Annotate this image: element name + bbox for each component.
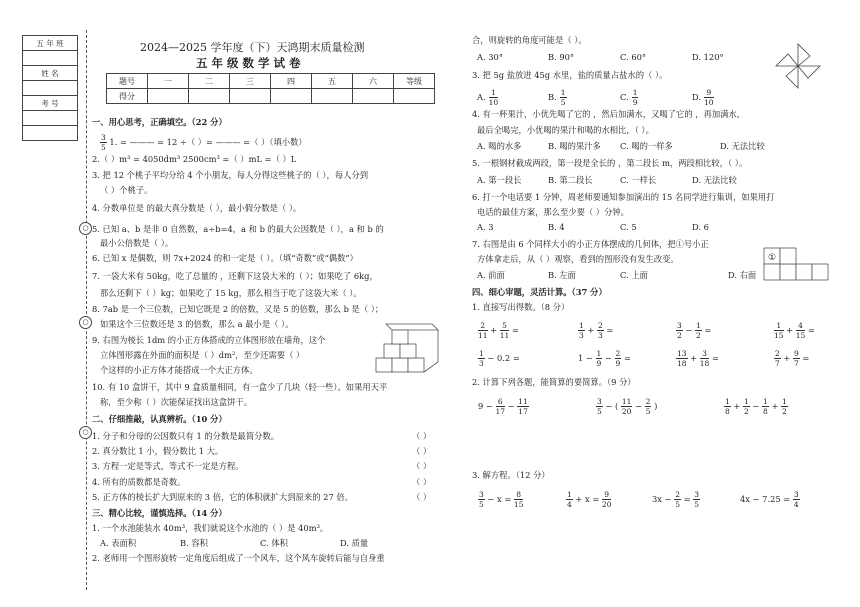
name-label: 姓 名 bbox=[23, 66, 78, 81]
question-fill-9b: 立体图形露在外面的面积是（ ）dm²，至少还需要（ ） bbox=[100, 350, 305, 360]
answer-blank[interactable]: （ ） bbox=[412, 477, 432, 487]
choice-option[interactable]: D. $\frac{9}{10}$ bbox=[692, 88, 714, 107]
oral-calc: $\frac{1}{3}$ − 0.2 = bbox=[479, 349, 520, 368]
judge-4: 4. 所有的质数都是奇数。 bbox=[92, 477, 186, 487]
choice-2b: 合，则旋转的角度可能是（ ）。 bbox=[472, 35, 587, 45]
choice-option[interactable]: B. $\frac{1}{5}$ bbox=[548, 88, 566, 107]
section-3-heading: 三、精心比较，谨慎选择。（14 分） bbox=[92, 508, 227, 518]
class-label: 五 年 班 bbox=[23, 36, 78, 51]
score-cell[interactable] bbox=[353, 89, 394, 104]
choice-option[interactable]: A. 3 bbox=[477, 222, 494, 232]
oral-calc: $\frac{13}{18}$ + $\frac{3}{18}$ = bbox=[677, 349, 719, 368]
choice-3: 3. 把 5g 盐放进 45g 水里，盐的质量占盐水的（ ）。 bbox=[472, 70, 668, 80]
question-fill-3b: （ ）个桃子。 bbox=[100, 185, 153, 195]
answer-blank[interactable]: （ ） bbox=[412, 492, 432, 502]
six-cubes-figure bbox=[760, 238, 832, 282]
choice-option[interactable]: B. 90° bbox=[548, 52, 575, 62]
cube-number-label: ① bbox=[768, 253, 777, 263]
equation: $\frac{3}{5}$ − x = $\frac{8}{15}$ bbox=[479, 490, 524, 509]
exam-title: 2024—2025 学年度（下）天鸿期末质量检测 bbox=[140, 41, 365, 54]
choice-7b: 方体拿走后，从（ ）观察，看到的图形没有发生改变。 bbox=[477, 254, 679, 264]
answer-blank[interactable]: （ ） bbox=[412, 446, 432, 456]
choice-option[interactable]: B. 第二段长 bbox=[548, 175, 593, 185]
question-fill-9c: 个这样的小正方体才能搭成一个大正方体。 bbox=[100, 365, 258, 375]
question-text: 1. = ——— = 12 ÷（ ）= ——— =（ ）（填小数） bbox=[109, 137, 307, 147]
choice-option[interactable]: B. 容积 bbox=[180, 538, 208, 548]
equation: 3x − $\frac{2}{5}$ = $\frac{3}{5}$ bbox=[652, 490, 699, 509]
question-fill-8a: 8. 7ab 是一个三位数，已知它既是 2 的倍数，又是 5 的倍数，那么 b 是（ ）； bbox=[92, 304, 384, 314]
choice-7a: 7. 右图是由 6 个同样大小的小正方体摆成的几何体，把①号小正 bbox=[472, 239, 709, 249]
judge-3: 3. 方程一定是等式，等式不一定是方程。 bbox=[92, 461, 244, 471]
score-header-cell: 六 bbox=[353, 74, 394, 89]
simplify-calc: $\frac{3}{5}$ − ( $\frac{11}{20}$ − $\frac{2}{5}$ ) bbox=[597, 397, 658, 416]
answer-blank[interactable]: （ ） bbox=[412, 431, 432, 441]
score-header-cell: 等级 bbox=[394, 74, 435, 89]
choice-4b: 最后全喝完，小优喝的果汁和喝的水相比，（ ）。 bbox=[477, 125, 654, 135]
fraction: $\frac{3}{5}$ bbox=[101, 133, 106, 152]
score-header-cell: 四 bbox=[271, 74, 312, 89]
section-4-heading: 四、细心审题，灵活计算。（37 分） bbox=[472, 287, 607, 297]
question-fill-6: 6. 已知 x 是偶数，则 7x+2024 的和一定是（ ）。（填“奇数”或“偶数”） bbox=[92, 253, 358, 263]
name-field[interactable] bbox=[23, 81, 78, 96]
section-2-heading: 二、仔细推敲，认真辨析。（10 分） bbox=[92, 414, 227, 424]
student-info-box bbox=[22, 35, 78, 141]
part-2-heading: 2. 计算下列各题，能简算的要简算。（9 分） bbox=[472, 377, 636, 387]
exam-number-field-2[interactable] bbox=[23, 126, 78, 141]
choice-5: 5. 一根钢材截成两段，第一段是全长的 ，第二段长 m，两段相比较，（ ）。 bbox=[472, 158, 748, 168]
binding-hole: ○ bbox=[79, 426, 92, 439]
exam-number-label: 考 号 bbox=[23, 96, 78, 111]
choice-option[interactable]: D. 右面 bbox=[728, 270, 757, 280]
question-fill-5a: 5. 已知 a、b 是非 0 自然数，a÷b=4，a 和 b 的最大公因数是（ ），a 和 b 的 bbox=[92, 224, 384, 234]
score-cell[interactable] bbox=[271, 89, 312, 104]
choice-option[interactable]: A. 30° bbox=[477, 52, 503, 62]
choice-option[interactable]: C. 喝的一样多 bbox=[620, 141, 673, 151]
oral-calc: $\frac{3}{2}$ − $\frac{1}{2}$ = bbox=[677, 321, 712, 340]
question-fill-5b: 最小公倍数是（ ）。 bbox=[100, 238, 174, 248]
choice-6a: 6. 打一个电话要 1 分钟，周老师要通知参加演出的 15 名同学进行集训，如果用打 bbox=[472, 192, 775, 202]
question-fill-8b: 如果这个三位数还是 3 的倍数，那么 a 最小是（ ）。 bbox=[100, 319, 294, 329]
question-fill-4: 4. 分数单位是 的最大真分数是（ ），最小假分数是（ ）。 bbox=[92, 203, 302, 213]
equation: $\frac{1}{4}$ + x = $\frac{9}{20}$ bbox=[567, 490, 612, 509]
choice-option[interactable]: D. 120° bbox=[692, 52, 724, 62]
oral-calc: $\frac{2}{7}$ + $\frac{9}{7}$ = bbox=[775, 349, 810, 368]
judge-1: 1. 分子和分母的公因数只有 1 的分数是最简分数。 bbox=[92, 431, 280, 441]
score-header-cell: 二 bbox=[189, 74, 230, 89]
windmill-figure bbox=[772, 40, 824, 92]
binding-hole: ○ bbox=[79, 222, 92, 235]
question-fill-3a: 3. 把 12 个桃子平均分给 4 个小朋友，每人分得这些桃子的（ ），每人分到 bbox=[92, 170, 369, 180]
score-cell[interactable] bbox=[394, 89, 435, 104]
score-header-cell: 五 bbox=[312, 74, 353, 89]
choice-option[interactable]: C. 60° bbox=[620, 52, 647, 62]
choice-1: 1. 一个水池能装水 40m³，我们就说这个水池的（ ）是 40m³。 bbox=[92, 523, 329, 533]
score-row-label: 得分 bbox=[107, 89, 148, 104]
score-header-cell: 一 bbox=[148, 74, 189, 89]
oral-calc: $\frac{1}{15}$ + $\frac{4}{15}$ = bbox=[774, 321, 815, 340]
oral-calc: $\frac{1}{3}$ + $\frac{2}{3}$ = bbox=[579, 321, 614, 340]
choice-option[interactable]: C. 5 bbox=[620, 222, 637, 232]
choice-option[interactable]: D. 6 bbox=[692, 222, 709, 232]
question-fill-2: 2.（ ）m³ = 4050dm³ 2500cm³ =（ ）mL =（ ）L bbox=[92, 154, 297, 164]
choice-option[interactable]: A. $\frac{1}{10}$ bbox=[477, 88, 499, 107]
binding-line bbox=[86, 30, 87, 590]
choice-2: 2. 老师用一个图形旋转一定角度后组成了一个风车，这个风车旋转后能与自身重 bbox=[92, 553, 385, 563]
choice-option[interactable]: B. 4 bbox=[548, 222, 565, 232]
question-fill-10b: 称，至少称（ ）次能保证找出这盒饼干。 bbox=[100, 397, 252, 407]
choice-option[interactable]: D. 无法比较 bbox=[720, 141, 765, 151]
choice-option[interactable]: A. 第一段长 bbox=[477, 175, 522, 185]
question-fill-7a: 7. 一袋大米有 50kg，吃了总量的 ，还剩下这袋大米的（ ）；如果吃了 6kg， bbox=[92, 271, 378, 281]
score-header-cell: 三 bbox=[230, 74, 271, 89]
class-field[interactable] bbox=[23, 51, 78, 66]
answer-blank[interactable]: （ ） bbox=[412, 461, 432, 471]
oral-calc: 1 − $\frac{1}{9}$ − $\frac{2}{9}$ = bbox=[578, 349, 631, 368]
exam-number-field[interactable] bbox=[23, 111, 78, 126]
choice-option[interactable]: C. 体积 bbox=[260, 538, 288, 548]
choice-option[interactable]: A. 表面积 bbox=[100, 538, 137, 548]
question-fill-10a: 10. 有 10 盒饼干，其中 9 盒质量相同，有一盒少了几块（轻一些）。如果用天平 bbox=[92, 382, 388, 392]
simplify-calc: $\frac{1}{8}$ + $\frac{1}{2}$ − $\frac{1}{8}$ + $\frac{1}{2}$ bbox=[725, 397, 787, 416]
choice-option[interactable]: C. $\frac{1}{9}$ bbox=[620, 88, 638, 107]
score-cell[interactable] bbox=[312, 89, 353, 104]
score-cell[interactable] bbox=[230, 89, 271, 104]
question-fill-1 bbox=[92, 133, 307, 152]
choice-option[interactable]: A. 喝的水多 bbox=[477, 141, 522, 151]
judge-5: 5. 正方体的棱长扩大到原来的 3 倍，它的体积就扩大到原来的 27 倍。 bbox=[92, 492, 353, 502]
binding-hole: ○ bbox=[79, 316, 92, 329]
choice-option[interactable]: C. 一样长 bbox=[620, 175, 657, 185]
choice-4a: 4. 有一杯果汁，小优先喝了它的 ，然后加满水，又喝了它的 ，再加满水， bbox=[472, 109, 746, 119]
question-fill-7b: 那么还剩下（ ）kg；如果吃了 15 kg，那么相当于吃了这袋大米（ ）。 bbox=[100, 288, 362, 298]
choice-option[interactable]: D. 质量 bbox=[340, 538, 369, 548]
part-3-heading: 3. 解方程。（12 分） bbox=[472, 470, 550, 480]
equation: 4x − 7.25 = $\frac{3}{4}$ bbox=[740, 490, 799, 509]
part-1-heading: 1. 直接写出得数。（8 分） bbox=[472, 302, 570, 312]
exam-subtitle: 五 年 级 数 学 试 卷 bbox=[196, 56, 301, 70]
choice-option[interactable]: A. 前面 bbox=[477, 270, 505, 280]
choice-6b: 电话的最佳方案，那么至少要（ ）分钟。 bbox=[477, 207, 629, 217]
score-cell[interactable] bbox=[189, 89, 230, 104]
choice-option[interactable]: B. 左面 bbox=[548, 270, 576, 280]
choice-option[interactable]: C. 上面 bbox=[620, 270, 648, 280]
question-fill-9a: 9. 右图为棱长 1dm 的小正方体搭成的立体图形放在墙角，这个 bbox=[92, 335, 326, 345]
choice-option[interactable]: B. 喝的果汁多 bbox=[548, 141, 601, 151]
section-1-heading: 一、用心思考，正确填空。（22 分） bbox=[92, 117, 227, 127]
cube-stack-figure bbox=[372, 322, 440, 378]
judge-2: 2. 真分数比 1 小，假分数比 1 大。 bbox=[92, 446, 224, 456]
score-header-cell: 题号 bbox=[107, 74, 148, 89]
simplify-calc: 9 − $\frac{6}{17}$ − $\frac{11}{17}$ bbox=[478, 397, 528, 416]
score-table bbox=[106, 73, 435, 104]
score-cell[interactable] bbox=[148, 89, 189, 104]
choice-option[interactable]: D. 无法比较 bbox=[692, 175, 737, 185]
oral-calc: $\frac{2}{11}$ + $\frac{5}{11}$ = bbox=[478, 321, 519, 340]
